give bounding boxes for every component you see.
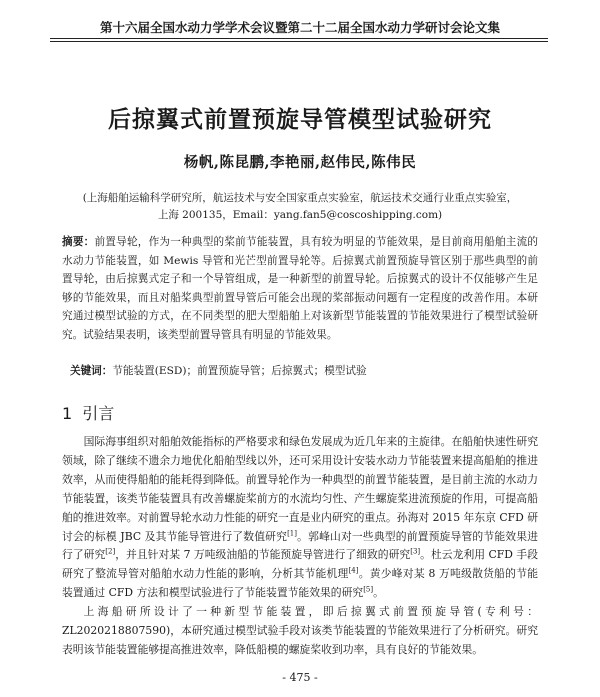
para1-text-5: 。黄少峰对某 8 万吨级散货船的节能装置通过 CFD 方法和模型试验进行了节能装置节能效果的研究: [62, 567, 539, 600]
keywords-text: 节能装置(ESD)；前置预旋导管；后掠翼式；模型试验: [112, 365, 367, 377]
para1-text-3: ，并且针对某 7 万吨级油船的节能预旋导管进行了细致的研究: [115, 548, 411, 562]
header-rule-bottom: [50, 41, 548, 42]
affiliation-line-2: 上海 200135，Email：yang.fan5@coscoshipping.com): [157, 209, 443, 221]
citation-ref-3: [3]: [410, 547, 421, 556]
abstract: [62, 233, 538, 345]
citation-ref-2: [2]: [105, 547, 116, 556]
body-paragraph-2: 上海船研所设计了一种新型节能装置，即后掠翼式前置预旋导管(专利号：ZL2020218807590)，本研究通过模型试验手段对该类节能装置的节能效果进行了分析研究。研究表明该节能装置能够提高推进效率，降低船模的螺旋桨收到功率，具有良好的节能效果。: [62, 605, 538, 656]
abstract-text: 前置导轮，作为一种典型的桨前节能装置，具有较为明显的节能效果，是目前商用船舶主流的水动力节能装置，如 Mewis 导管和光芒型前置导轮等。后掠翼式前置预旋导管区别于那些典型的前置导轮，由后掠翼式定子和一个导管组成，是一种新型的前置导轮。后掠翼式的设计不仅能够产生足够的节能效果，而且对船桨典型前置导管后可能会出现的桨部振动问题有一定程度的改善作用。本研究通过模型试验的方式，在不同类型的肥大型船舶上对该新型节能装置的节能效果进行了模型试验研究。试验结果表明，该类型前置导管具有明显的节能效果。: [62, 236, 539, 341]
citation-ref-5: [5]: [363, 585, 374, 594]
body-paragraph-1: [62, 433, 538, 603]
citation-ref-4: [4]: [348, 566, 359, 575]
para1-text-1: 国际海事组织对船舶效能指标的严格要求和绿色发展成为近几年来的主旋律。在船舶快速性研究领域，除了继续不遗余力地优化船舶型线以外，还可采用设计安装水动力节能装置来提高船舶的推进效率，从而使得船舶的能耗得到降低。前置导轮作为一种典型的前置节能装置，是目前主流的水动力节能装置，该类节能装置具有改善螺旋桨前方的水流均匀性、产生螺旋桨进流预旋的作用，可提高船舶的推进效率。对前置导轮水动力性能的研究一直是业内研究的重点。孙海对 2015 年东京 CFD 研讨会的标模 JBC 及其节能导管进行了数值研究: [62, 435, 538, 543]
keywords: [70, 362, 538, 380]
page-number: - 475 -: [282, 671, 318, 684]
running-header: 第十六届全国水动力学学术会议暨第二十二届全国水动力学研讨会论文集: [99, 20, 500, 35]
abstract-label: 摘要：: [62, 236, 95, 248]
affiliation: [60, 190, 540, 224]
section-body: [62, 433, 538, 660]
affiliation-line-1: (上海船舶运输科学研究所，航运技术与安全国家重点实验室，航运技术交通行业重点实验室，: [82, 192, 518, 204]
section-title: 引言: [82, 404, 115, 423]
section-heading: [62, 401, 114, 424]
author-list: 杨帆,陈昆鹏,李艳丽,赵伟民,陈伟民: [183, 154, 417, 171]
paper-title: 后掠翼式前置预旋导管模型试验研究: [108, 107, 492, 133]
keywords-label: 关键词：: [70, 365, 113, 377]
section-number: 1: [62, 404, 73, 423]
citation-ref-1: [1]: [287, 528, 297, 537]
para1-text-6: 。: [373, 586, 384, 600]
para1-text-4: 。杜云龙利用 CFD 手段研究了整流导管对船舶水动力性能的影响，分析其节能机理: [62, 548, 539, 581]
para1-text-2: 。郭峰山对一些典型的前置预旋导管的节能效果进行了研究: [62, 529, 538, 562]
header-rule-top: [50, 38, 548, 39]
